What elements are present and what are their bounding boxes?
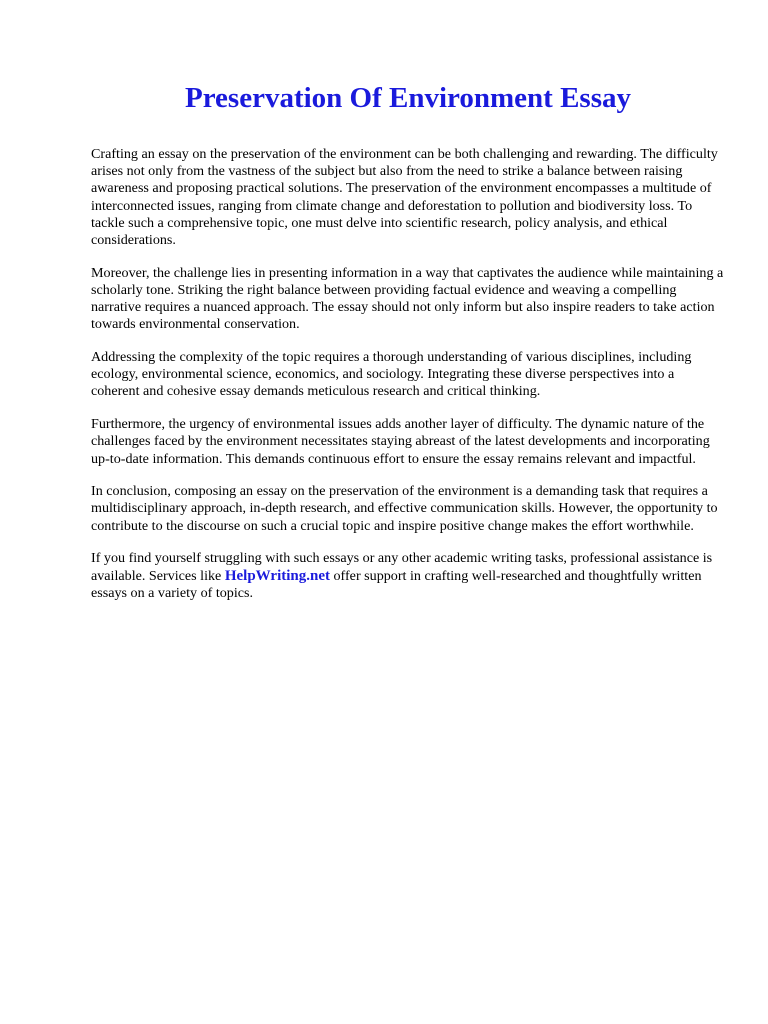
paragraph-6-lead: If you find yourself struggling with such essays or any other academic writing tasks, professional assistance is available. Services like <box>91 550 713 584</box>
paragraph-6 <box>91 550 726 602</box>
paragraph-4: Furthermore, the urgency of environmental issues adds another layer of difficulty. The dynamic nature of the challenges faced by the environment necessitates staying abreast of the latest developments and incorporating up-to-date information. This demands continuous effort to ensure the essay remains relevant and impactful. <box>91 416 710 467</box>
helpwriting-link[interactable]: HelpWriting.net <box>224 567 330 584</box>
paragraph-3: Addressing the complexity of the topic requires a thorough understanding of various disciplines, including ecology, environmental science, economics, and sociology. Integrating these diverse perspectives into a coherent and cohesive essay demands meticulous research and critical thinking. <box>91 349 692 400</box>
essay-body <box>91 146 726 617</box>
paragraph-6-tail: offer support in crafting well-researched and thoughtfully written essays on a variety of topics. <box>91 567 702 601</box>
paragraph-5: In conclusion, composing an essay on the preservation of the environment is a demanding task that requires a multidisciplinary approach, in-depth research, and effective communication skills. However, the opportunity to contribute to the discourse on such a crucial topic and inspire positive change makes the effort worthwhile. <box>91 483 718 534</box>
page-title: Preservation Of Environment Essay <box>184 82 631 114</box>
paragraph-1: Crafting an essay on the preservation of the environment can be both challenging and rewarding. The difficulty arises not only from the vastness of the subject but also from the need to strike a balance between raising awareness and proposing practical solutions. The preservation of the environment encompasses a multitude of interconnected issues, ranging from climate change and deforestation to pollution and biodiversity loss. To tackle such a comprehensive topic, one must delve into scientific research, policy analysis, and ethical considerations. <box>91 146 718 249</box>
paragraph-2: Moreover, the challenge lies in presenting information in a way that captivates the audience while maintaining a scholarly tone. Striking the right balance between providing factual evidence and weaving a compelling narrative requires a nuanced approach. The essay should not only inform but also inspire readers to take action towards environmental conservation. <box>91 264 724 333</box>
